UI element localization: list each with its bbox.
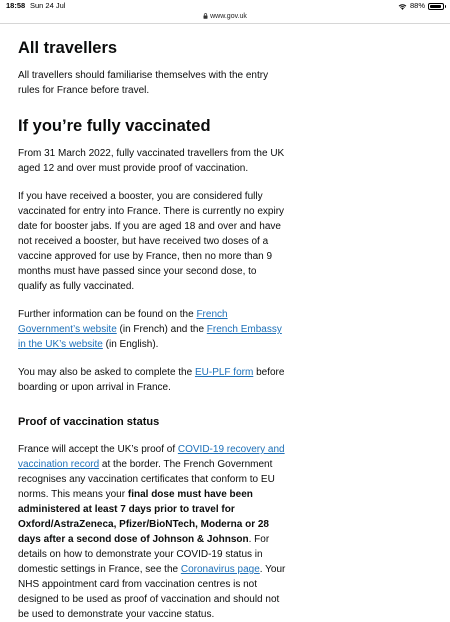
battery-icon [428, 3, 444, 10]
url-text[interactable]: www.gov.uk [210, 13, 247, 20]
proof-text-1: France will accept the UK’s proof of [18, 444, 178, 455]
all-travellers-text: All travellers should familiarise themselves with the entry rules for France before travel. [18, 70, 269, 96]
heading-proof-of-vaccination: Proof of vaccination status [18, 416, 160, 428]
fully-vaccinated-p4 [18, 365, 288, 395]
covid-record-link[interactable]: COVID-19 recovery and vaccination record [18, 444, 285, 470]
proof-text-4: . Your NHS appointment card from vaccination centres is not designed to be used as proof of vaccination and should not be used to demonstrate your vaccine status. [18, 564, 286, 620]
battery-percent: 88% [409, 1, 425, 10]
p4-text-2: before boarding or upon arrival in France. [18, 367, 285, 393]
proof-text-3: . For details on how to demonstrate your COVID-19 status in domestic settings in France, see the [18, 534, 270, 575]
fully-vaccinated-p1: From 31 March 2022, fully vaccinated travellers from the UK aged 12 and over must provide proof of vaccination. [18, 148, 285, 174]
p4-text-1: You may also be asked to complete the [18, 367, 195, 378]
eu-plf-form-link[interactable]: EU-PLF form [194, 367, 254, 378]
heading-all-travellers: All travellers [18, 39, 118, 57]
address-bar[interactable] [0, 11, 450, 22]
proof-p1 [18, 442, 288, 622]
fully-vaccinated-p2: If you have received a booster, you are considered fully vaccinated for entry into France. There is currently no expiry date for booster jabs. If you are aged 18 and over and have not received a booster, but have received two doses of a vaccine approved for use by France, then no more than 9 months must have passed since your second dose, to qualify as fully vaccinated. [18, 191, 285, 292]
proof-text-2: at the border. The French Government recognises any vaccination certificates that conform to EU norms. This means your [18, 459, 275, 500]
fully-vaccinated-p3 [18, 307, 288, 352]
lock-icon [203, 13, 208, 19]
coronavirus-page-link[interactable]: Coronavirus page [180, 564, 260, 575]
wifi-icon [398, 3, 407, 10]
heading-fully-vaccinated: If you’re fully vaccinated [18, 117, 211, 135]
page-content [18, 38, 288, 622]
french-embassy-link[interactable]: French Embassy in the UK’s website [18, 324, 282, 350]
proof-bold-text: final dose must have been administered at least 7 days prior to travel for Oxford/AstraZeneca, Pfizer/BioNTech, Moderna or 28 days after a second dose of Johnson & Johnson [18, 489, 269, 545]
p3-text-2: (in French) and the [116, 324, 207, 335]
status-date: Sun 24 Jul [30, 1, 66, 10]
status-time: 18:58 [6, 1, 26, 10]
p3-text-3: (in English). [102, 339, 159, 350]
browser-divider [0, 23, 450, 24]
p3-text-1: Further information can be found on the [18, 309, 197, 320]
french-government-link[interactable]: French Government’s website [18, 309, 228, 335]
